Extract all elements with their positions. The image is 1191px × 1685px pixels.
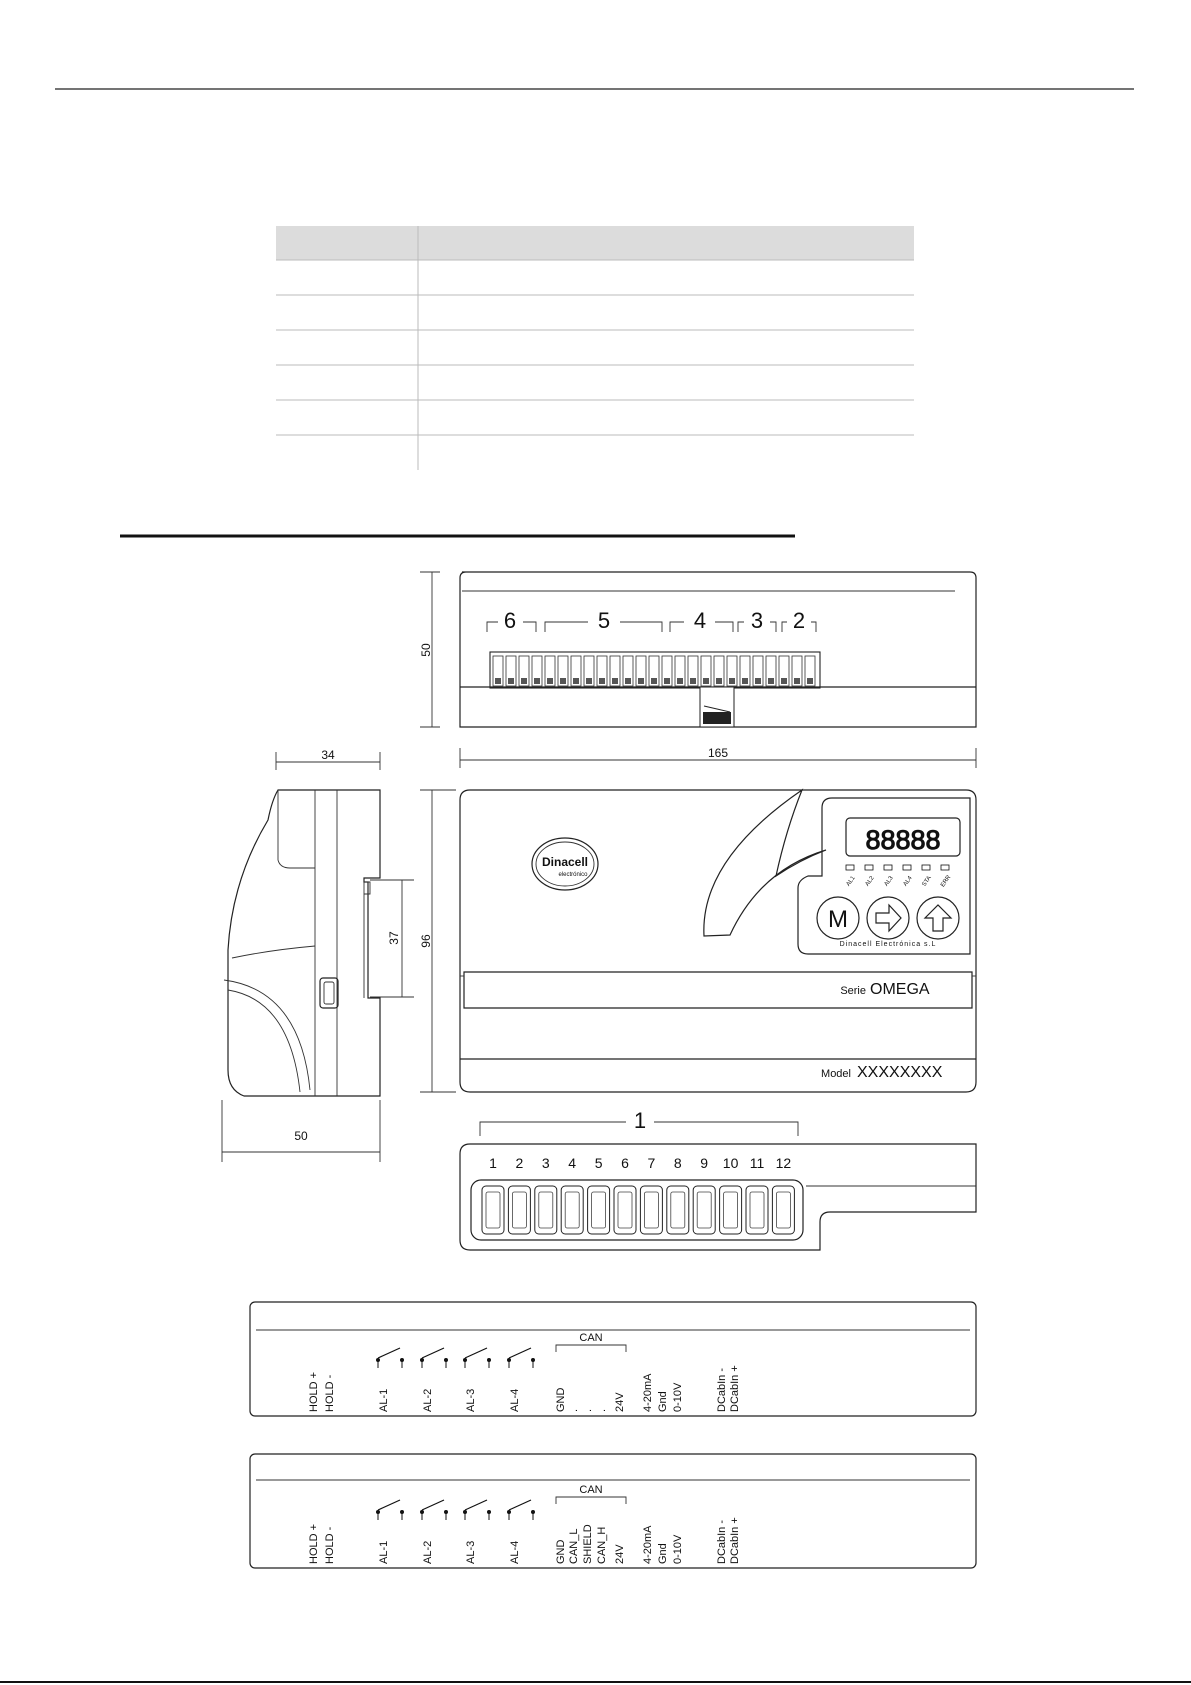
connector-pin-foot: [599, 678, 605, 684]
connector-pin-foot: [612, 678, 618, 684]
terminal-label: AL-3: [465, 1540, 477, 1564]
terminal-slots: [482, 1186, 794, 1234]
arrow-up-button[interactable]: [917, 897, 959, 939]
switch-contact: [465, 1348, 487, 1358]
switch-contact: [378, 1348, 400, 1358]
led-al4: [903, 865, 911, 870]
connector-pin-foot: [677, 678, 683, 684]
terminal-screw: [512, 1192, 526, 1228]
terminal-screw: [565, 1192, 579, 1228]
terminal-number: 3: [541, 1155, 550, 1171]
terminal-slot: [667, 1186, 689, 1234]
switch-contact: [465, 1500, 487, 1510]
terminal-label: DCabIn +: [729, 1517, 741, 1564]
group-label-4: 4: [693, 608, 707, 633]
group-label-2: 2: [792, 608, 806, 633]
terminal-screw: [592, 1192, 606, 1228]
led-label: STA: [921, 875, 933, 888]
connector-pin-foot: [794, 678, 800, 684]
terminal-number: 7: [647, 1155, 656, 1171]
terminal-screw: [697, 1192, 711, 1228]
spec-table: [276, 226, 914, 470]
terminal-slot: [561, 1186, 583, 1234]
can-label: CAN: [579, 1332, 603, 1344]
spec-table-header: [276, 226, 914, 260]
connector-pin-foot: [781, 678, 787, 684]
front-view: [419, 746, 976, 1092]
top-connector-block: [490, 652, 820, 688]
terminal-label: AL-4: [509, 1388, 521, 1412]
connector-pin-foot: [768, 678, 774, 684]
terminal-screw: [724, 1192, 738, 1228]
terminal-number: 1: [489, 1155, 497, 1171]
connector-pin-foot: [651, 678, 657, 684]
model-value: XXXXXXXX: [857, 1064, 943, 1081]
switch-contact: [509, 1348, 531, 1358]
switch-contact: [378, 1500, 400, 1510]
terminal-label: HOLD +: [308, 1523, 320, 1564]
terminal-slot: [482, 1186, 504, 1234]
terminal-slot: [508, 1186, 530, 1234]
terminal-slot: [720, 1186, 742, 1234]
group-label-1: 1: [633, 1108, 647, 1133]
side-width-label: 34: [321, 748, 335, 762]
terminal-label: .: [596, 1408, 608, 1412]
connector-pin-foot: [625, 678, 631, 684]
terminal-number: 5: [594, 1155, 603, 1171]
wiring-diagram-2: [250, 1454, 976, 1568]
terminal-label: CAN_H: [596, 1526, 608, 1564]
terminal-label: HOLD -: [324, 1526, 336, 1564]
terminal-number: 9: [700, 1155, 709, 1171]
arrow-right-icon: [876, 905, 901, 931]
terminal-label: GND: [555, 1387, 567, 1412]
brand-logo-sub: electrónico: [558, 872, 588, 878]
connector-pin-foot: [690, 678, 696, 684]
connector-pin-foot: [638, 678, 644, 684]
front-height-label: 96: [419, 934, 433, 948]
maker-line: Dinacell Electrónica s.L: [839, 941, 937, 948]
terminal-label: DCabIn -: [716, 1519, 728, 1564]
terminal-screw: [539, 1192, 553, 1228]
terminal-label: Gnd: [657, 1543, 669, 1564]
terminal-numbers: [489, 1155, 791, 1171]
side-view-housing: [228, 790, 380, 1096]
terminal-label: .: [568, 1408, 580, 1412]
terminal-slot: [772, 1186, 794, 1234]
can-label: CAN: [579, 1484, 603, 1496]
mode-button-label: M: [828, 906, 848, 933]
connector-pin-foot: [742, 678, 748, 684]
wiring-diagram-1: [250, 1302, 976, 1416]
wiring-2-frame: [250, 1454, 976, 1568]
terminal-label: AL-3: [465, 1388, 477, 1412]
group-label-6: 6: [503, 608, 517, 633]
led-label: AL3: [883, 875, 895, 888]
switch-contact: [422, 1348, 444, 1358]
connector-pin-foot: [586, 678, 592, 684]
connector-pin-foot: [664, 678, 670, 684]
side-view: [222, 748, 414, 1162]
terminal-label: 4-20mA: [642, 1525, 654, 1564]
terminal-slot: [535, 1186, 557, 1234]
can-bracket: [556, 1345, 626, 1352]
side-release-tab: [320, 978, 338, 1008]
terminal-number: 2: [515, 1155, 524, 1171]
terminal-number: 6: [621, 1155, 629, 1171]
terminal-screw: [671, 1192, 685, 1228]
terminal-label: .: [582, 1408, 594, 1412]
side-depth-label: 50: [294, 1129, 308, 1143]
led-al1: [846, 865, 854, 870]
top-view: [419, 572, 976, 727]
led-al2: [865, 865, 873, 870]
control-panel: [798, 798, 970, 954]
terminal-screw: [618, 1192, 632, 1228]
terminal-screw: [486, 1192, 500, 1228]
terminal-slot: [693, 1186, 715, 1234]
alarm-switches: [376, 1348, 535, 1368]
connector-pin-foot: [573, 678, 579, 684]
connector-pin-foot: [534, 678, 540, 684]
terminal-slot: [588, 1186, 610, 1234]
terminal-slot: [614, 1186, 636, 1234]
terminal-number: 10: [722, 1155, 739, 1171]
terminal-label: GND: [555, 1539, 567, 1564]
terminal-number: 11: [749, 1155, 765, 1171]
bottom-view: [460, 1108, 976, 1250]
terminal-label: Gnd: [657, 1391, 669, 1412]
wiring-1-frame: [250, 1302, 976, 1416]
terminal-label: AL-4: [509, 1540, 521, 1564]
terminal-label: DCabIn +: [729, 1365, 741, 1412]
terminal-screw: [750, 1192, 764, 1228]
led-label: AL2: [864, 875, 876, 888]
front-swoosh: [704, 790, 826, 936]
can-bracket: [556, 1497, 626, 1504]
terminal-label: AL-1: [378, 1540, 390, 1564]
led-err: [941, 865, 949, 870]
terminal-label: 24V: [614, 1392, 626, 1412]
connector-pin-foot: [521, 678, 527, 684]
connector-pin-foot: [547, 678, 553, 684]
led-sta: [922, 865, 930, 870]
connector-pin-foot: [755, 678, 761, 684]
led-label: AL1: [845, 875, 857, 888]
terminal-label: HOLD +: [308, 1371, 320, 1412]
connector-pin-foot: [495, 678, 501, 684]
terminal-label: AL-2: [422, 1388, 434, 1412]
terminal-number: 12: [775, 1155, 792, 1171]
terminal-slot: [640, 1186, 662, 1234]
connector-pin-foot: [716, 678, 722, 684]
connector-pin-foot: [703, 678, 709, 684]
terminal-label: HOLD -: [324, 1374, 336, 1412]
terminal-number: 8: [673, 1155, 682, 1171]
terminal-block: [471, 1180, 803, 1240]
terminal-label: 24V: [614, 1544, 626, 1564]
terminal-label: AL-2: [422, 1540, 434, 1564]
led-row: [846, 865, 953, 888]
terminal-label: AL-1: [378, 1388, 390, 1412]
terminal-label: 0-10V: [672, 1382, 684, 1412]
connector-pin-foot: [508, 678, 514, 684]
terminal-slot: [746, 1186, 768, 1234]
arrow-up-icon: [925, 905, 951, 931]
led-label: AL4: [902, 875, 914, 888]
led-label: ERR: [940, 874, 953, 889]
terminal-label: 0-10V: [672, 1534, 684, 1564]
rail-height-label: 37: [387, 931, 401, 945]
terminal-number: 4: [568, 1155, 577, 1171]
group-label-3: 3: [750, 608, 764, 633]
terminal-label: DCabIn -: [716, 1367, 728, 1412]
group-label-5: 5: [597, 608, 611, 633]
terminal-screw: [644, 1192, 658, 1228]
serie-value: OMEGA: [870, 981, 930, 998]
connector-pin-foot: [729, 678, 735, 684]
connector-pin-foot: [560, 678, 566, 684]
led-al3: [884, 865, 892, 870]
serie-label: Serie: [840, 985, 866, 997]
top-height-label: 50: [419, 643, 433, 657]
terminal-label: SHIELD: [582, 1524, 594, 1564]
model-label: Model: [821, 1068, 851, 1080]
switch-contact: [422, 1500, 444, 1510]
connector-pin-foot: [807, 678, 813, 684]
terminal-screw: [776, 1192, 790, 1228]
brand-logo-name: Dinacell: [541, 855, 589, 869]
terminal-label: 4-20mA: [642, 1373, 654, 1412]
switch-contact: [509, 1500, 531, 1510]
front-width-label: 165: [707, 746, 729, 760]
brand-logo: [532, 838, 598, 890]
alarm-switches: [376, 1500, 535, 1520]
display-digits: 88888: [865, 825, 941, 855]
arrow-right-button[interactable]: [867, 897, 909, 939]
terminal-label: CAN_L: [568, 1528, 580, 1564]
